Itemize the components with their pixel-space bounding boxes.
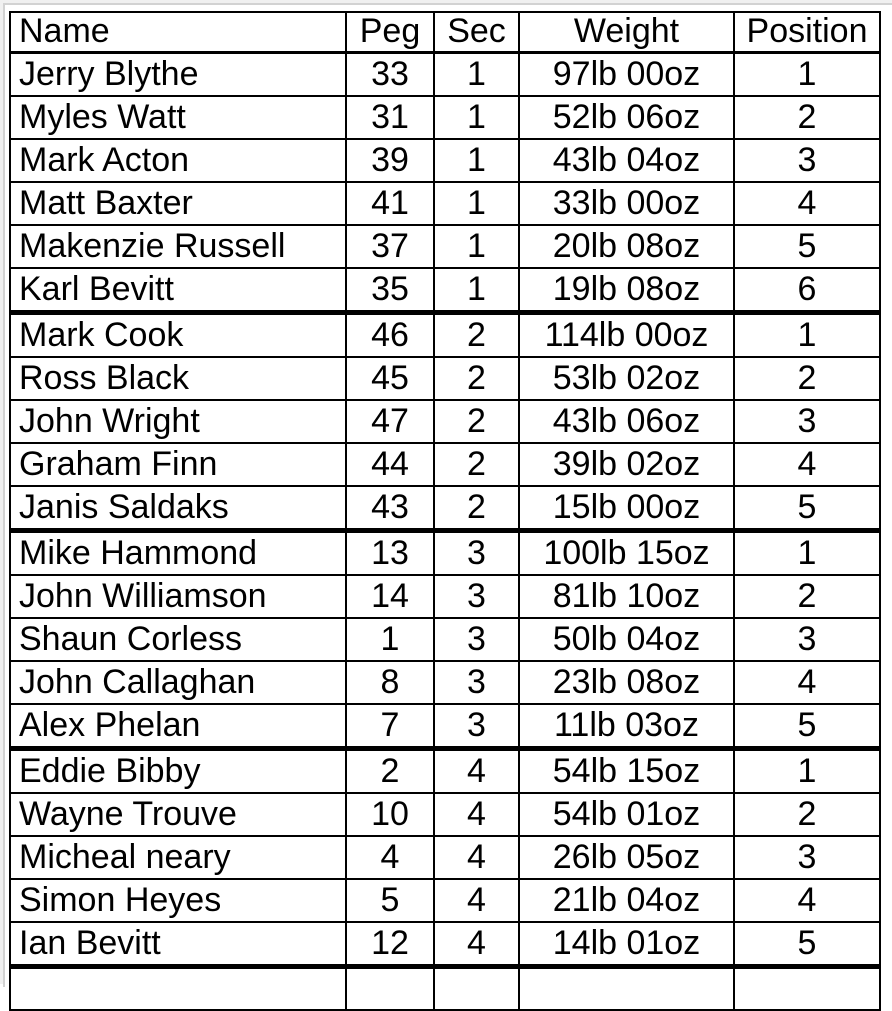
results-table-header (10, 12, 880, 53)
table-row (10, 225, 880, 268)
table-row (10, 182, 880, 225)
table-row (10, 879, 880, 922)
page-frame-left-line (3, 3, 5, 987)
cell-name: Myles Watt (10, 96, 346, 139)
table-row (10, 531, 880, 576)
cell-position: 1 (734, 53, 880, 97)
header-row (10, 12, 880, 53)
cell-weight: 15lb 00oz (519, 486, 734, 531)
cell-name: John Callaghan (10, 661, 346, 704)
table-row (10, 357, 880, 400)
cell-position: 4 (734, 182, 880, 225)
cell-peg: 37 (346, 225, 434, 268)
cell-peg: 2 (346, 749, 434, 794)
cell-sec: 3 (434, 575, 519, 618)
table-row (10, 704, 880, 749)
cell-weight: 54lb 15oz (519, 749, 734, 794)
cell-name: Makenzie Russell (10, 225, 346, 268)
cell-sec: 1 (434, 96, 519, 139)
cell-name: Micheal neary (10, 836, 346, 879)
cell-peg: 7 (346, 704, 434, 749)
results-table (9, 11, 881, 1011)
cell-weight: 100lb 15oz (519, 531, 734, 576)
cell-name: Simon Heyes (10, 879, 346, 922)
cell-weight: 21lb 04oz (519, 879, 734, 922)
cell-sec: 2 (434, 400, 519, 443)
cell-weight: 97lb 00oz (519, 53, 734, 97)
column-header-peg: Peg (346, 12, 434, 53)
cell-position: 3 (734, 139, 880, 182)
table-row (10, 486, 880, 531)
cell-weight: 26lb 05oz (519, 836, 734, 879)
cell-weight: 19lb 08oz (519, 268, 734, 313)
cell-sec: 4 (434, 879, 519, 922)
cell-position: 1 (734, 749, 880, 794)
cell-position: 5 (734, 704, 880, 749)
cell-sec: 1 (434, 268, 519, 313)
cell-sec: 3 (434, 618, 519, 661)
cell-peg: 1 (346, 618, 434, 661)
cell-name: Karl Bevitt (10, 268, 346, 313)
partial-empty-row (10, 967, 880, 1011)
cell-peg: 5 (346, 879, 434, 922)
cell-weight: 39lb 02oz (519, 443, 734, 486)
cell-sec: 2 (434, 486, 519, 531)
cell-position: 2 (734, 575, 880, 618)
table-row (10, 96, 880, 139)
cell-name: Shaun Corless (10, 618, 346, 661)
cell-position: 2 (734, 357, 880, 400)
cell-position: 4 (734, 443, 880, 486)
cell-weight: 52lb 06oz (519, 96, 734, 139)
table-row (10, 313, 880, 358)
cell-peg: 14 (346, 575, 434, 618)
cell-peg: 43 (346, 486, 434, 531)
cell-sec: 3 (434, 704, 519, 749)
cell-peg: 46 (346, 313, 434, 358)
cell-weight: 43lb 04oz (519, 139, 734, 182)
cell-name (10, 967, 346, 1011)
cell-position: 6 (734, 268, 880, 313)
cell-peg: 8 (346, 661, 434, 704)
cell-name: John Wright (10, 400, 346, 443)
cell-weight: 114lb 00oz (519, 313, 734, 358)
table-row (10, 139, 880, 182)
cell-sec: 4 (434, 922, 519, 967)
cell-name: Mike Hammond (10, 531, 346, 576)
cell-position: 4 (734, 879, 880, 922)
cell-sec (434, 967, 519, 1011)
cell-weight: 43lb 06oz (519, 400, 734, 443)
results-table-body (10, 53, 880, 967)
cell-weight: 14lb 01oz (519, 922, 734, 967)
cell-peg: 47 (346, 400, 434, 443)
table-row (10, 575, 880, 618)
cell-name: Graham Finn (10, 443, 346, 486)
cell-peg: 41 (346, 182, 434, 225)
cell-name: Wayne Trouve (10, 793, 346, 836)
cell-peg (346, 967, 434, 1011)
cell-position: 3 (734, 836, 880, 879)
cell-position: 4 (734, 661, 880, 704)
cell-sec: 2 (434, 313, 519, 358)
cell-position: 3 (734, 618, 880, 661)
cell-name: Alex Phelan (10, 704, 346, 749)
cell-sec: 4 (434, 749, 519, 794)
cell-weight: 54lb 01oz (519, 793, 734, 836)
cell-sec: 4 (434, 793, 519, 836)
cell-position: 5 (734, 225, 880, 268)
column-header-sec: Sec (434, 12, 519, 53)
cell-sec: 3 (434, 661, 519, 704)
cell-peg: 10 (346, 793, 434, 836)
cell-weight (519, 967, 734, 1011)
cell-position: 2 (734, 793, 880, 836)
cell-position (734, 967, 880, 1011)
cell-name: Eddie Bibby (10, 749, 346, 794)
cell-name: Mark Acton (10, 139, 346, 182)
cell-peg: 45 (346, 357, 434, 400)
cell-weight: 11lb 03oz (519, 704, 734, 749)
cell-weight: 53lb 02oz (519, 357, 734, 400)
cell-peg: 31 (346, 96, 434, 139)
page-frame-top-line (3, 3, 892, 5)
results-table-partial-body (10, 967, 880, 1011)
cell-name: Ross Black (10, 357, 346, 400)
table-row (10, 53, 880, 97)
cell-sec: 2 (434, 443, 519, 486)
column-header-weight: Weight (519, 12, 734, 53)
table-row (10, 661, 880, 704)
table-row (10, 836, 880, 879)
cell-peg: 44 (346, 443, 434, 486)
column-header-name: Name (10, 12, 346, 53)
cell-sec: 1 (434, 53, 519, 97)
cell-peg: 39 (346, 139, 434, 182)
cell-weight: 81lb 10oz (519, 575, 734, 618)
cell-name: Jerry Blythe (10, 53, 346, 97)
cell-sec: 1 (434, 182, 519, 225)
table-row (10, 922, 880, 967)
cell-sec: 1 (434, 139, 519, 182)
cell-sec: 2 (434, 357, 519, 400)
cell-sec: 3 (434, 531, 519, 576)
cell-peg: 4 (346, 836, 434, 879)
cell-position: 5 (734, 486, 880, 531)
cell-name: Matt Baxter (10, 182, 346, 225)
table-row (10, 400, 880, 443)
cell-peg: 33 (346, 53, 434, 97)
cell-weight: 20lb 08oz (519, 225, 734, 268)
cell-sec: 1 (434, 225, 519, 268)
cell-position: 1 (734, 531, 880, 576)
cell-position: 3 (734, 400, 880, 443)
table-row (10, 618, 880, 661)
cell-peg: 35 (346, 268, 434, 313)
column-header-position: Position (734, 12, 880, 53)
cell-weight: 50lb 04oz (519, 618, 734, 661)
cell-peg: 13 (346, 531, 434, 576)
cell-weight: 23lb 08oz (519, 661, 734, 704)
cell-name: John Williamson (10, 575, 346, 618)
cell-position: 2 (734, 96, 880, 139)
cell-weight: 33lb 00oz (519, 182, 734, 225)
table-row (10, 443, 880, 486)
cell-position: 1 (734, 313, 880, 358)
table-row (10, 749, 880, 794)
table-row (10, 268, 880, 313)
cell-sec: 4 (434, 836, 519, 879)
cell-position: 5 (734, 922, 880, 967)
cell-name: Ian Bevitt (10, 922, 346, 967)
cell-peg: 12 (346, 922, 434, 967)
cell-name: Mark Cook (10, 313, 346, 358)
cell-name: Janis Saldaks (10, 486, 346, 531)
table-row (10, 793, 880, 836)
